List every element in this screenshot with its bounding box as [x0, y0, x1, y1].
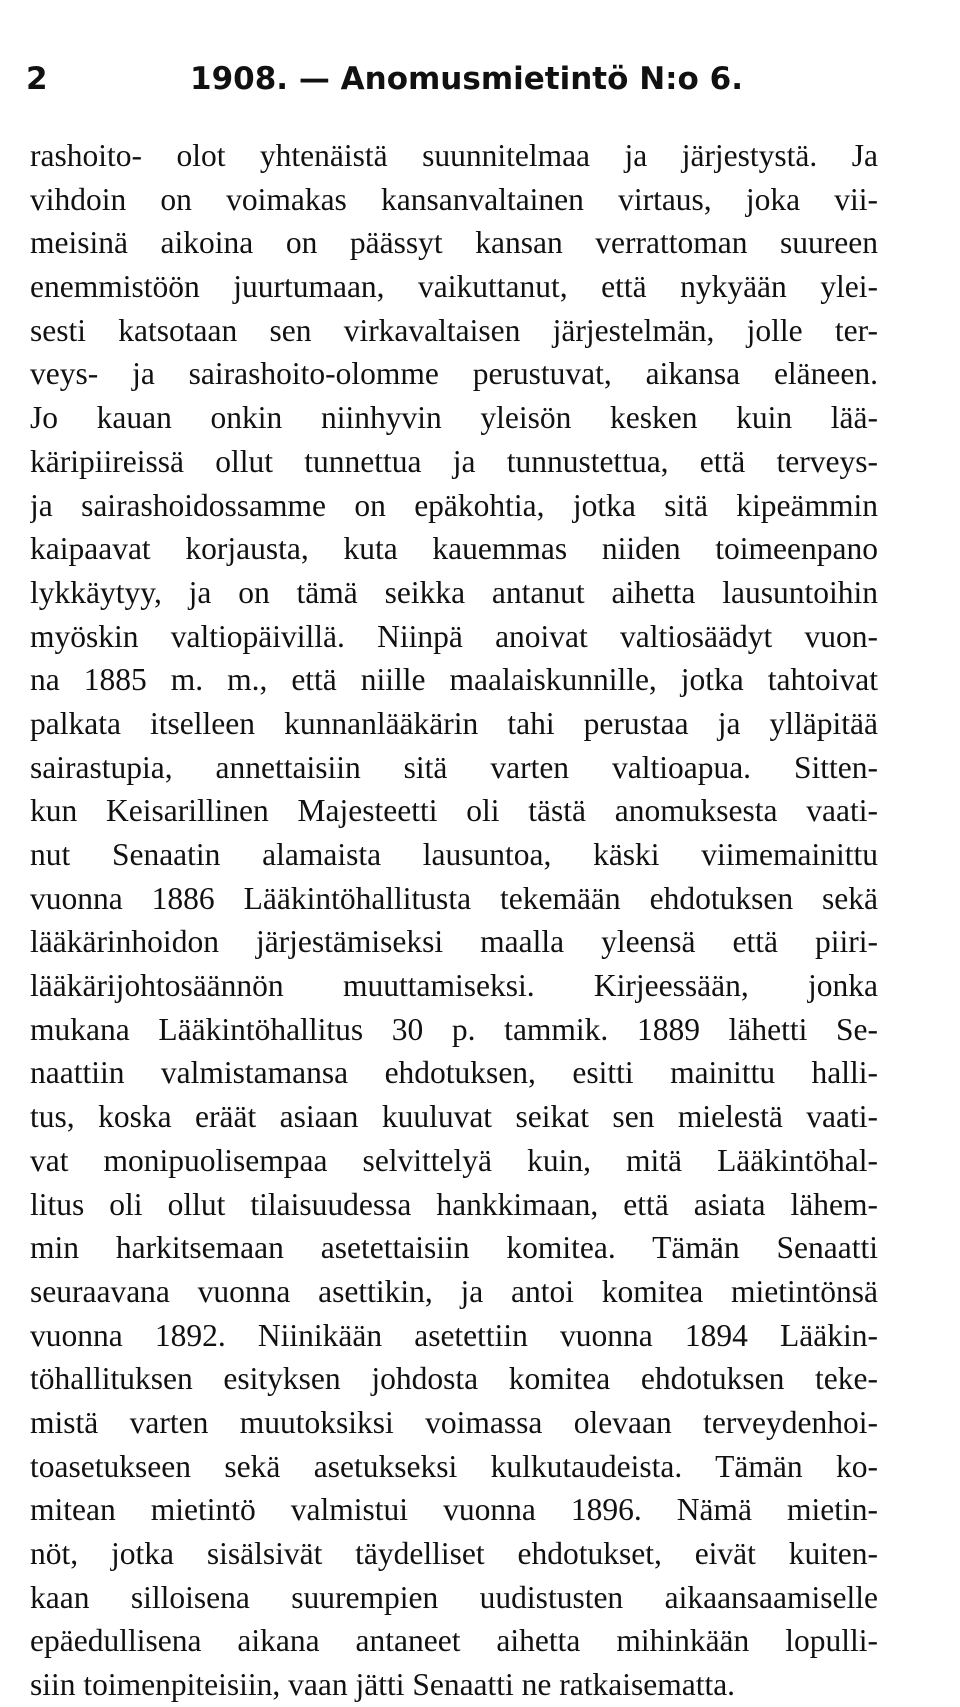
- text-line: nöt, jotka sisälsivät täydelliset ehdotukset, eivät kuiten-: [30, 1536, 878, 1571]
- text-line: mistä varten muutoksiksi voimassa olevaan terveydenhoi-: [30, 1404, 878, 1440]
- text-line: lääkärijohtosäännön muuttamiseksi. Kirjeessään, jonka: [30, 968, 878, 1004]
- text-line: enemmistöön juurtumaan, vaikuttanut, että nykyään ylei-: [30, 269, 878, 305]
- text-line: ja sairashoidossamme on epäkohtia, jotka sitä kipeämmin: [30, 487, 878, 523]
- text-line: naattiin valmistamansa ehdotuksen, esitti mainittu halli-: [30, 1055, 878, 1091]
- text-line: na 1885 m. m., että niille maalaiskunnille, jotka tahtoivat: [30, 662, 878, 698]
- text-line: Jo kauan onkin niinhyvin yleisön kesken kuin lää-: [30, 400, 878, 436]
- running-head: [26, 55, 906, 103]
- text-line: vuonna 1886 Lääkintöhallitusta tekemään ehdotuksen sekä: [30, 880, 878, 916]
- text-line: lääkärinhoidon järjestämiseksi maalla yleensä että piiri-: [30, 924, 878, 960]
- text-line: töhallituksen esityksen johdosta komitea ehdotuksen teke-: [30, 1361, 878, 1397]
- text-line: tus, koska eräät asiaan kuuluvat seikat sen mielestä vaati-: [30, 1099, 878, 1135]
- text-line: vat monipuolisempaa selvittelyä kuin, mitä Lääkintöhal-: [30, 1142, 878, 1178]
- text-line: myöskin valtiopäivillä. Niinpä anoivat valtiosäädyt vuon-: [30, 618, 878, 654]
- text-line: mukana Lääkintöhallitus 30 p. tammik. 1889 lähetti Se-: [30, 1011, 878, 1047]
- text-line: meisinä aikoina on päässyt kansan verrattoman suureen: [30, 225, 878, 261]
- text-line: sairastupia, annettaisiin sitä varten valtioapua. Sitten-: [30, 749, 878, 785]
- text-line: sesti katsotaan sen virkavaltaisen järjestelmän, jolle ter-: [30, 312, 878, 348]
- text-line: siin toimenpiteisiin, vaan jätti Senaatti ne ratkaisematta.: [30, 1667, 736, 1703]
- text-line: mitean mietintö valmistui vuonna 1896. Nämä mietin-: [30, 1492, 878, 1528]
- header-title: 1908. — Anomusmietintö N:o 6.: [190, 61, 743, 97]
- text-line: lykkäytyy, ja on tämä seikka antanut aihetta lausuntoihin: [30, 574, 878, 610]
- text-line: kaipaavat korjausta, kuta kauemmas niiden toimeenpano: [30, 531, 878, 567]
- text-line: toasetukseen sekä asetukseksi kulkutaudeista. Tämän ko-: [30, 1448, 878, 1484]
- text-line: veys- ja sairashoito-olomme perustuvat, aikansa eläneen.: [30, 356, 878, 392]
- body-text: [30, 134, 878, 1707]
- text-line: nut Senaatin alamaista lausuntoa, käski viimemainittu: [30, 837, 878, 872]
- text-line: seuraavana vuonna asettikin, ja antoi komitea mietintönsä: [30, 1273, 878, 1309]
- text-line: vuonna 1892. Niinikään asetettiin vuonna 1894 Lääkin-: [30, 1317, 878, 1353]
- text-line: kaan silloisena suurempien uudistusten aikaansaamiselle: [30, 1579, 878, 1615]
- text-line: min harkitsemaan asetettaisiin komitea. Tämän Senaatti: [30, 1230, 878, 1266]
- text-line: vihdoin on voimakas kansanvaltainen virtaus, joka vii-: [30, 181, 878, 217]
- text-line: palkata itselleen kunnanlääkärin tahi perustaa ja ylläpitää: [30, 705, 878, 741]
- text-line: käripiireissä ollut tunnettua ja tunnustettua, että terveys-: [30, 443, 878, 479]
- text-line: rashoito- olot yhtenäistä suunnitelmaa ja järjestystä. Ja: [30, 138, 878, 173]
- page-number: 2: [26, 61, 48, 97]
- text-line: epäedullisena aikana antaneet aihetta mihinkään lopulli-: [30, 1623, 878, 1659]
- text-line: litus oli ollut tilaisuudessa hankkimaan, että asiata lähem-: [30, 1186, 878, 1222]
- text-line: kun Keisarillinen Majesteetti oli tästä anomuksesta vaati-: [30, 793, 878, 829]
